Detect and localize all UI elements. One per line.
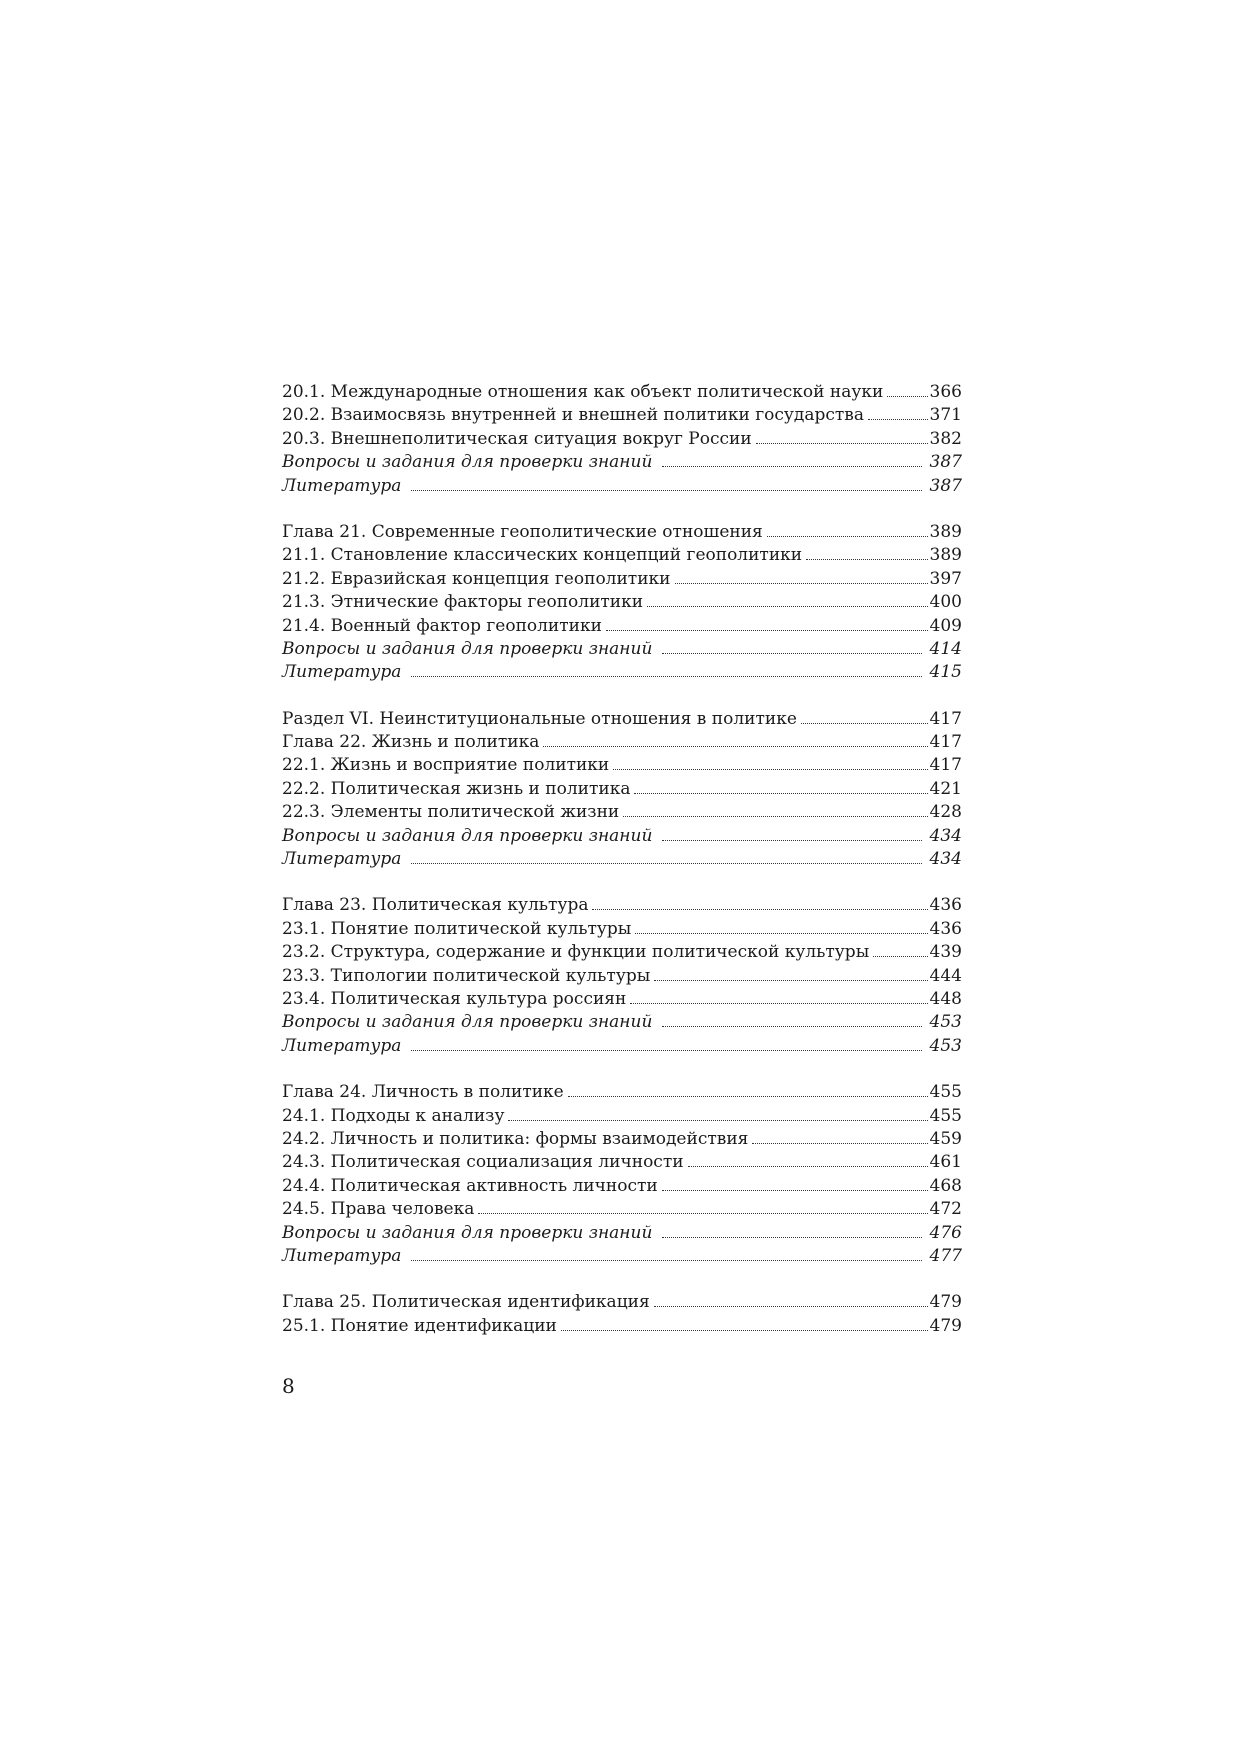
toc-leader-dots xyxy=(654,1306,928,1307)
toc-entry-page: 455 xyxy=(929,1082,962,1103)
toc-entry-title: Глава 25. Политическая идентификация xyxy=(282,1292,650,1313)
toc-entry[interactable] xyxy=(282,521,962,544)
toc-entry-page: 421 xyxy=(929,778,962,799)
toc-entry[interactable] xyxy=(282,1222,962,1245)
toc-entry[interactable] xyxy=(282,894,962,917)
toc-entry-page: 417 xyxy=(929,755,962,776)
toc-leader-dots xyxy=(887,396,927,397)
toc-entry-page: 415 xyxy=(929,662,962,683)
toc-leader-dots xyxy=(662,653,921,654)
toc-entry-title: 21.4. Военный фактор геополитики xyxy=(282,615,602,636)
toc-entry-page: 382 xyxy=(929,428,962,449)
toc-entry-page: 453 xyxy=(929,1012,962,1033)
toc-entry[interactable] xyxy=(282,615,962,638)
toc-leader-dots xyxy=(647,606,927,607)
toc-entry-title: 23.2. Структура, содержание и функции политической культуры xyxy=(282,942,870,963)
toc-leader-dots xyxy=(543,746,927,747)
toc-leader-dots xyxy=(688,1166,928,1167)
toc-entry-page: 434 xyxy=(929,849,962,870)
toc-group xyxy=(282,894,962,1058)
toc-entry[interactable] xyxy=(282,988,962,1011)
toc-entry-page: 397 xyxy=(929,568,962,589)
toc-entry-page: 389 xyxy=(929,521,962,542)
table-of-contents xyxy=(282,381,962,1361)
toc-leader-dots xyxy=(662,1237,921,1238)
toc-leader-dots xyxy=(752,1143,927,1144)
toc-entry-title: Вопросы и задания для проверки знаний xyxy=(282,638,653,659)
toc-group xyxy=(282,1291,962,1338)
toc-entry-page: 479 xyxy=(929,1315,962,1336)
toc-entry-title: 24.1. Подходы к анализу xyxy=(282,1105,505,1126)
toc-entry-page: 436 xyxy=(929,918,962,939)
toc-entry-page: 387 xyxy=(929,475,962,496)
toc-leader-dots xyxy=(613,769,927,770)
toc-entry-title: 22.3. Элементы политической жизни xyxy=(282,802,620,823)
toc-leader-dots xyxy=(411,490,921,491)
toc-entry-title: 23.3. Типологии политической культуры xyxy=(282,965,651,986)
toc-group xyxy=(282,1081,962,1268)
toc-entry[interactable] xyxy=(282,848,962,871)
toc-entry-page: 468 xyxy=(929,1175,962,1196)
toc-leader-dots xyxy=(806,559,927,560)
toc-entry-title: 24.4. Политическая активность личности xyxy=(282,1175,658,1196)
toc-entry-title: 21.1. Становление классических концепций геополитики xyxy=(282,545,803,566)
toc-entry-page: 439 xyxy=(929,942,962,963)
toc-entry[interactable] xyxy=(282,1011,962,1034)
toc-entry-title: 23.4. Политическая культура россиян xyxy=(282,988,627,1009)
toc-leader-dots xyxy=(662,1026,921,1027)
toc-entry-page: 479 xyxy=(929,1292,962,1313)
toc-group xyxy=(282,708,962,872)
toc-entry-page: 436 xyxy=(929,895,962,916)
toc-leader-dots xyxy=(873,956,927,957)
toc-entry-title: 22.2. Политическая жизнь и политика xyxy=(282,778,631,799)
toc-leader-dots xyxy=(868,419,928,420)
toc-leader-dots xyxy=(801,723,928,724)
toc-entry-title: 21.2. Евразийская концепция геополитики xyxy=(282,568,671,589)
toc-entry-page: 417 xyxy=(929,708,962,729)
toc-entry[interactable] xyxy=(282,941,962,964)
toc-entry-page: 389 xyxy=(929,545,962,566)
toc-entry-page: 417 xyxy=(929,732,962,753)
toc-entry-page: 366 xyxy=(929,382,962,402)
toc-entry[interactable] xyxy=(282,1245,962,1268)
toc-group xyxy=(282,381,962,498)
toc-entry-page: 434 xyxy=(929,825,962,846)
toc-entry[interactable] xyxy=(282,1291,962,1314)
toc-entry-page: 459 xyxy=(929,1128,962,1149)
toc-leader-dots xyxy=(606,630,928,631)
toc-leader-dots xyxy=(675,583,928,584)
toc-entry[interactable] xyxy=(282,1081,962,1104)
toc-entry-title: Литература xyxy=(282,475,402,496)
toc-entry-title: 24.2. Личность и политика: формы взаимодействия xyxy=(282,1128,749,1149)
toc-entry-title: 20.2. Взаимосвязь внутренней и внешней политики государства xyxy=(282,405,865,426)
toc-entry-title: Литература xyxy=(282,849,402,870)
toc-entry[interactable] xyxy=(282,638,962,661)
toc-entry-page: 409 xyxy=(929,615,962,636)
toc-entry-page: 448 xyxy=(929,988,962,1009)
toc-entry[interactable] xyxy=(282,778,962,801)
toc-entry[interactable] xyxy=(282,1315,962,1338)
toc-leader-dots xyxy=(478,1213,927,1214)
toc-entry-title: Глава 23. Политическая культура xyxy=(282,895,589,916)
toc-entry-page: 400 xyxy=(929,592,962,613)
toc-entry[interactable] xyxy=(282,404,962,427)
toc-leader-dots xyxy=(767,536,928,537)
toc-entry[interactable] xyxy=(282,965,962,988)
toc-entry[interactable] xyxy=(282,1151,962,1174)
toc-entry-title: Литература xyxy=(282,1035,402,1056)
toc-entry[interactable] xyxy=(282,754,962,777)
toc-entry[interactable] xyxy=(282,568,962,591)
toc-entry[interactable] xyxy=(282,708,962,731)
toc-leader-dots xyxy=(592,909,927,910)
toc-leader-dots xyxy=(508,1120,927,1121)
toc-entry[interactable] xyxy=(282,1128,962,1151)
toc-leader-dots xyxy=(630,1003,927,1004)
toc-entry-title: Вопросы и задания для проверки знаний xyxy=(282,1222,653,1243)
toc-entry-page: 414 xyxy=(929,638,962,659)
toc-entry[interactable] xyxy=(282,801,962,824)
toc-entry[interactable] xyxy=(282,1105,962,1128)
toc-entry-title: Вопросы и задания для проверки знаний xyxy=(282,1012,653,1033)
toc-entry[interactable] xyxy=(282,1035,962,1058)
toc-entry-page: 476 xyxy=(929,1222,962,1243)
toc-entry[interactable] xyxy=(282,475,962,498)
toc-entry[interactable] xyxy=(282,661,962,684)
toc-leader-dots xyxy=(634,793,927,794)
toc-entry-title: Литература xyxy=(282,662,402,683)
toc-entry-title: 24.5. Права человека xyxy=(282,1199,475,1220)
toc-leader-dots xyxy=(756,443,928,444)
toc-entry-page: 371 xyxy=(929,405,962,426)
toc-leader-dots xyxy=(411,676,921,677)
toc-entry[interactable] xyxy=(282,825,962,848)
toc-entry-page: 455 xyxy=(929,1105,962,1126)
toc-leader-dots xyxy=(623,816,927,817)
toc-entry[interactable] xyxy=(282,918,962,941)
toc-entry-title: Глава 24. Личность в политике xyxy=(282,1082,564,1103)
toc-entry[interactable] xyxy=(282,451,962,474)
toc-entry-title: Литература xyxy=(282,1245,402,1266)
toc-entry-title: 22.1. Жизнь и восприятие политики xyxy=(282,755,610,776)
toc-entry-title: Вопросы и задания для проверки знаний xyxy=(282,825,653,846)
toc-leader-dots xyxy=(568,1096,928,1097)
toc-entry-page: 472 xyxy=(929,1199,962,1220)
toc-entry-title: Раздел VI. Неинституциональные отношения в политике xyxy=(282,708,797,729)
toc-entry[interactable] xyxy=(282,381,962,404)
toc-leader-dots xyxy=(662,1190,928,1191)
toc-leader-dots xyxy=(635,933,927,934)
toc-entry-title: Глава 22. Жизнь и политика xyxy=(282,732,540,753)
toc-entry[interactable] xyxy=(282,1198,962,1221)
toc-entry-page: 444 xyxy=(929,965,962,986)
toc-entry-title: 25.1. Понятие идентификации xyxy=(282,1315,557,1336)
page-number: 8 xyxy=(282,1374,295,1398)
toc-entry[interactable] xyxy=(282,1175,962,1198)
toc-entry-page: 461 xyxy=(929,1152,962,1173)
toc-entry-page: 387 xyxy=(929,452,962,473)
toc-entry-title: Глава 21. Современные геополитические отношения xyxy=(282,521,763,542)
toc-entry-title: 20.1. Международные отношения как объект политической науки xyxy=(282,382,884,402)
toc-entry[interactable] xyxy=(282,591,962,614)
toc-entry-title: Вопросы и задания для проверки знаний xyxy=(282,452,653,473)
toc-entry-title: 20.3. Внешнеполитическая ситуация вокруг России xyxy=(282,428,752,449)
toc-entry-page: 477 xyxy=(929,1245,962,1266)
toc-entry[interactable] xyxy=(282,428,962,451)
toc-entry-page: 428 xyxy=(929,802,962,823)
toc-entry[interactable] xyxy=(282,544,962,567)
toc-leader-dots xyxy=(411,1050,921,1051)
toc-leader-dots xyxy=(411,1260,921,1261)
toc-leader-dots xyxy=(561,1330,928,1331)
toc-leader-dots xyxy=(662,840,921,841)
toc-entry-title: 24.3. Политическая социализация личности xyxy=(282,1152,684,1173)
toc-entry-title: 23.1. Понятие политической культуры xyxy=(282,918,632,939)
toc-entry[interactable] xyxy=(282,731,962,754)
toc-leader-dots xyxy=(662,466,921,467)
toc-entry-title: 21.3. Этнические факторы геополитики xyxy=(282,592,644,613)
toc-entry-page: 453 xyxy=(929,1035,962,1056)
toc-leader-dots xyxy=(411,863,921,864)
toc-leader-dots xyxy=(654,980,927,981)
toc-group xyxy=(282,521,962,685)
